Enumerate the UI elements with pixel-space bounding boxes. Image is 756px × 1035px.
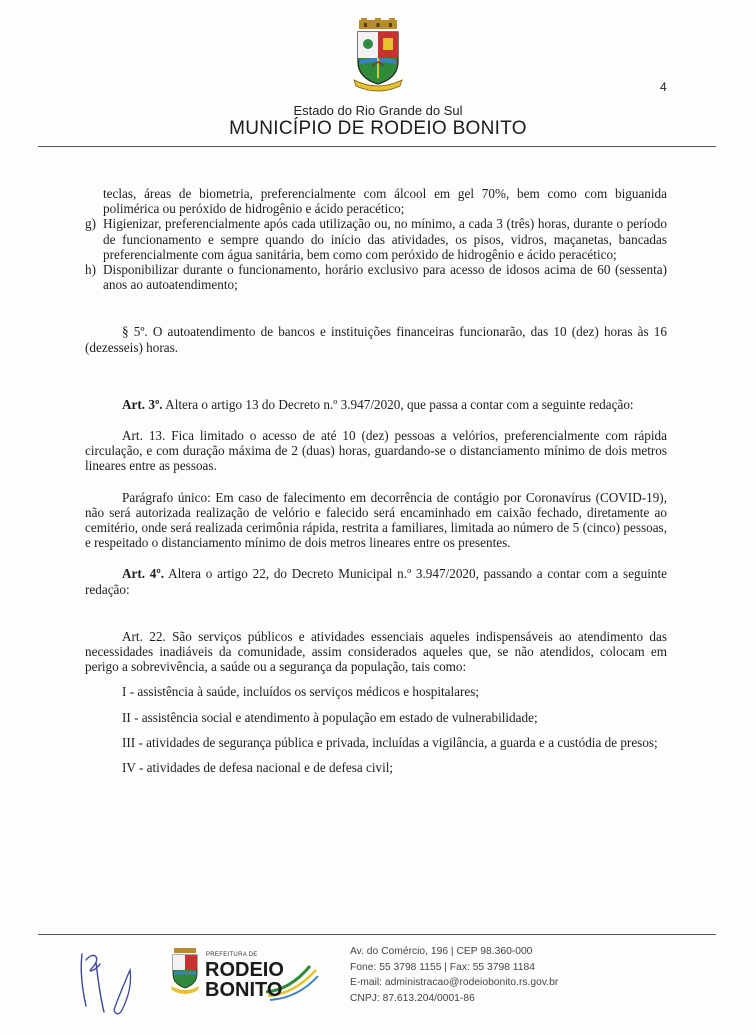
prefeitura-logo <box>170 946 320 1002</box>
article-4-text: Altera o artigo 22, do Decreto Municipal n.º 3.947/2020, passando a contar com a seguinte redação: <box>85 566 668 597</box>
article-3 <box>85 397 667 412</box>
handwritten-signature-icon <box>70 940 150 1020</box>
logo-prefeitura-de: PREFEITURA DE <box>206 952 258 958</box>
footer-divider <box>38 934 716 935</box>
article-22-text: Art. 22. São serviços públicos e atividades essenciais aqueles indispensáveis ao atendimento das necessidades inadiáveis da comunidade, assim considerados aqueles que, se não atendidos, colocam em perigo a sobrevivência, a saúde ou a segurança da população, tais como: <box>85 628 667 675</box>
municipal-crest-icon <box>350 18 406 92</box>
page-number: 4 <box>660 80 667 94</box>
item-roman-2: II - assistência social e atendimento à população em estado de vulnerabilidade; <box>122 709 538 725</box>
footer-phone: Fone: 55 3798 1155 | Fax: 55 3798 1184 <box>350 961 535 973</box>
list-item-f-continuation: teclas, áreas de biometria, preferencialmente com álcool em gel 70%, bem como com biguanida polimérica ou peróxido de hidrogênio e ácido peracético; <box>103 186 667 217</box>
footer-crest-icon <box>171 948 199 994</box>
document-body <box>85 186 667 775</box>
paragraph-5: § 5º. O autoatendimento de bancos e instituições financeiras funcionarão, das 10 (dez) horas às 16 (dezesseis) horas. <box>85 324 667 355</box>
state-name: Estado do Rio Grande do Sul <box>293 103 463 118</box>
article-3-label: Art. 3º. <box>122 396 163 412</box>
footer-address: Av. do Comércio, 196 | CEP 98.360-000 <box>350 946 533 957</box>
article-4-label: Art. 4º. <box>122 566 165 582</box>
article-3-text: Altera o artigo 13 do Decreto n.º 3.947/2020, que passa a contar com a seguinte redação: <box>162 396 634 412</box>
paragrafo-unico: Parágrafo único: Em caso de falecimento em decorrência de contágio por Coronavírus (COVID-19), não será autorizada realização de velório e falecido será encaminhado em caixão fechado, diretamente ao cemitério, onde será realizada cerimônia rápida, restrita a familiares, limitada ao número de 5 (cinco) pessoas, e respeitado o distanciamento mínimo de dois metros lineares entre os presentes. <box>85 489 667 551</box>
item-roman-3: III - atividades de segurança pública e privada, incluídas a vigilância, a guarda e a custódia de presos; <box>122 734 658 750</box>
footer-contact-block <box>350 944 558 1006</box>
list-item-h <box>85 262 667 292</box>
municipality-name: MUNICÍPIO DE RODEIO BONITO <box>229 118 527 139</box>
header-divider <box>38 146 716 147</box>
item-roman-4: IV - atividades de defesa nacional e de defesa civil; <box>122 760 394 776</box>
list-marker-g: g) <box>85 216 96 232</box>
logo-rodeio: RODEIO <box>205 959 284 981</box>
logo-bonito: BONITO <box>205 979 283 1001</box>
footer-email: E-mail: administracao@rodeiobonito.rs.gov.br <box>350 977 559 988</box>
list-text-h: Disponibilizar durante o funcionamento, horário exclusivo para acesso de idosos acima de 60 (sessenta) anos ao autoatendimento; <box>103 262 667 293</box>
list-marker-h: h) <box>85 262 96 278</box>
list-text-g: Higienizar, preferencialmente após cada utilização ou, no mínimo, a cada 3 (três) horas, durante o período de funcionamento e sempre quando do início das atividades, os pisos, vidros, maçanetas, bancadas preferencialmente com água sanitária, bem como com peróxido de hidrogênio e ácido peracético; <box>103 216 667 262</box>
article-4 <box>85 566 667 596</box>
footer-cnpj: CNPJ: 87.613.204/0001-86 <box>350 992 475 1004</box>
item-roman-1: I - assistência à saúde, incluídos os serviços médicos e hospitalares; <box>122 684 480 700</box>
article-13-text: Art. 13. Fica limitado o acesso de até 10 (dez) pessoas a velórios, preferencialmente com rápida circulação, e com duração máxima de 2 (duas) horas, guardando-se o distanciamento mínimo de dois metros lineares entre as pessoas. <box>85 428 667 474</box>
list-item-g <box>85 216 667 262</box>
